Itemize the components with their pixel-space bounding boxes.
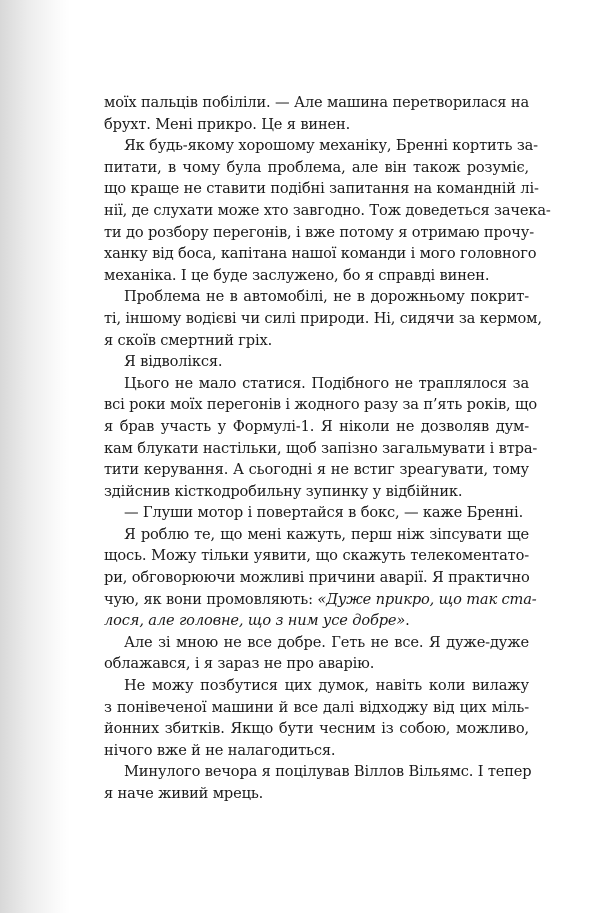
text-line: ри, обговорюючи можливі причини аварії. Я практично [104, 569, 530, 587]
paragraph-6 [104, 502, 529, 524]
paragraph-9 [104, 675, 529, 761]
text-line: я наче живий мрець. [104, 785, 264, 802]
text-line: я скоїв смертний гріх. [104, 331, 273, 349]
text-line: ті, іншому водієві чи силі природи. Ні, сидячи за кермом, [104, 309, 542, 327]
paragraph-7 [104, 524, 537, 632]
paragraph-2 [104, 135, 551, 286]
paragraph-4 [104, 351, 529, 373]
text-line: Проблема не в автомобілі, не в дорожньому покрит- [124, 288, 529, 306]
italic-quote: лося, але головне, що з ним усе добре» [104, 612, 406, 630]
text-line: Але зі мною не все добре. Геть не все. Я дуже-дуже [124, 633, 529, 651]
paragraph-8 [104, 632, 529, 675]
text-line: ти до розбору перегонів, і вже потому я отримаю прочу- [104, 223, 535, 241]
book-page-text [104, 92, 551, 805]
text-fragment: чую, як вони промовляють: [104, 590, 318, 608]
text-line: моїх пальців побіліли. — Але машина перетворилася на [104, 94, 529, 111]
text-line: кам блукати настільки, щоб запізно загальмувати і втра- [104, 439, 538, 457]
text-line: брухт. Мені прикро. Це я винен. [104, 115, 351, 133]
paragraph-3 [104, 286, 542, 351]
text-line: я брав участь у Формулі-1. Я ніколи не дозволяв дум- [104, 417, 529, 435]
text-line: ханку від боса, капітана нашої команди і мого головного [104, 245, 537, 263]
text-line: нії, де слухати може хто завгодно. Тож доведеться зачека- [104, 201, 551, 219]
text-line: нічого вже й не налагодиться. [104, 741, 336, 759]
text-line: механіка. І це буде заслужено, бо я справді винен. [104, 266, 490, 284]
text-line: всі роки моїх перегонів і жодного разу за п’ять років, що [104, 396, 538, 414]
text-line: йонних збитків. Якщо бути чесним із собою, можливо, [104, 720, 529, 738]
text-line: здійснив кісткодробильну зупинку у відбійник. [104, 482, 463, 500]
text-line: Минулого вечора я поцілував Віллов Вільямс. І тепер [124, 763, 532, 781]
text-line: тити керування. А сьогодні я не встиг зреагувати, тому [104, 461, 529, 479]
text-line: що краще не ставити подібні запитання на командній лі- [104, 180, 539, 198]
text-line: Як будь-якому хорошому механіку, Бренні кортить за- [124, 137, 538, 155]
text-line: з понівеченої машини й все далі відходжу від цих міль- [104, 698, 529, 716]
text-line: питати, в чому була проблема, але він також розуміє, [104, 158, 529, 176]
text-line: щось. Можу тільки уявити, що скажуть телекоментато- [104, 547, 529, 565]
text-line: Я відволікся. [124, 353, 223, 371]
text-fragment: . [405, 612, 410, 630]
text-line: Не можу позбутися цих думок, навіть коли вилажу [124, 677, 529, 695]
text-line: Я роблю те, що мені кажуть, перш ніж зіпсувати ще [124, 525, 529, 543]
paragraph-10 [104, 761, 532, 804]
text-line: — Глуши мотор і повертайся в бокс, — каже Бренні. [124, 504, 524, 522]
text-line: облажався, і я зараз не про аварію. [104, 655, 375, 673]
text-line-with-quote [104, 589, 537, 611]
italic-quote: «Дуже прикро, що так ста- [317, 590, 537, 608]
paragraph-1 [104, 92, 529, 135]
paragraph-5 [104, 373, 538, 503]
text-line-with-quote [104, 610, 529, 632]
page-edge-shadow [0, 0, 70, 913]
text-line: Цього не мало статися. Подібного не траплялося за [124, 374, 529, 392]
